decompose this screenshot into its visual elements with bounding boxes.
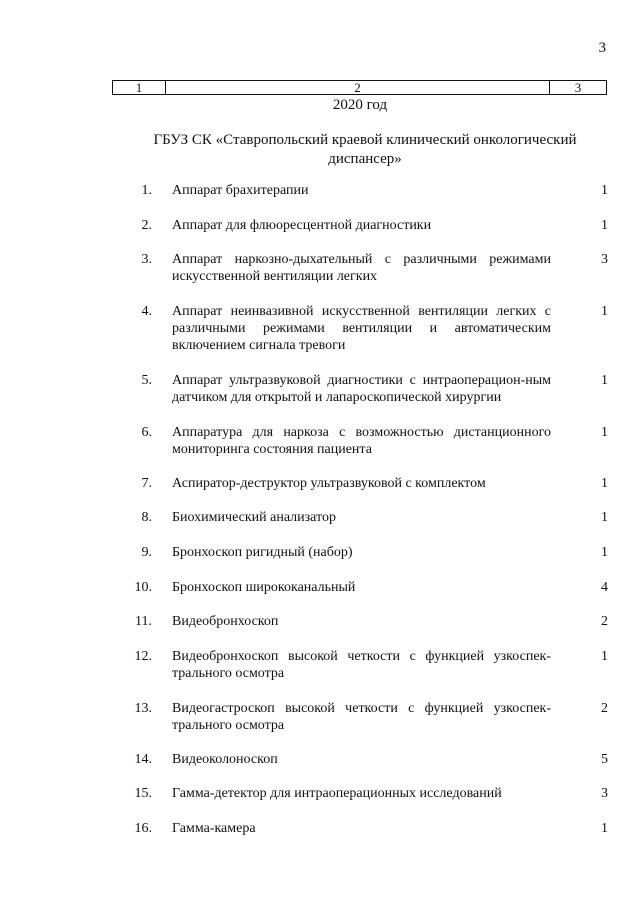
column-header-table — [112, 80, 607, 95]
item-name: Аппарат наркозно-дыхательный с различными режимами искусственной вентиляции легких — [172, 252, 551, 284]
item-number: 12. — [134, 649, 152, 664]
item-number: 1. — [141, 183, 152, 198]
item-quantity: 1 — [601, 304, 608, 319]
item-quantity: 3 — [601, 786, 608, 801]
item-quantity: 5 — [601, 752, 608, 767]
item-name: Видеогастроскоп высокой четкости с функцией узкоспек-трального осмотра — [172, 701, 551, 733]
item-name: Гамма-детектор для интраоперационных исследований — [172, 786, 502, 801]
item-number: 16. — [134, 821, 152, 836]
item-name: Аспиратор-деструктор ультразвуковой с комплектом — [172, 476, 486, 491]
item-name: Аппарат для флюоресцентной диагностики — [172, 218, 432, 233]
item-name: Бронхоскоп ригидный (набор) — [172, 545, 353, 560]
item-name: Биохимический анализатор — [172, 510, 336, 525]
item-name: Аппарат неинвазивной искусственной вентиляции легких с различными режимами вентиляции и автоматическим включением сигнала тревоги — [172, 304, 551, 353]
column-header-1: 1 — [113, 81, 166, 94]
item-number: 10. — [134, 580, 152, 595]
item-name: Бронхоскоп ширококанальный — [172, 580, 356, 595]
item-quantity: 1 — [601, 425, 608, 440]
item-quantity: 1 — [601, 649, 608, 664]
item-name: Видеобронхоскоп высокой четкости с функцией узкоспек-трального осмотра — [172, 649, 551, 681]
organization-title: ГБУЗ СК «Ставропольский краевой клинический онкологический диспансер» — [153, 132, 577, 167]
item-number: 4. — [141, 304, 152, 319]
item-quantity: 1 — [601, 821, 608, 836]
item-quantity: 1 — [601, 218, 608, 233]
item-number: 8. — [141, 510, 152, 525]
item-quantity: 2 — [601, 701, 608, 716]
item-name: Аппаратура для наркоза с возможностью дистанционного мониторинга состояния пациента — [172, 425, 551, 457]
page-number: 3 — [598, 40, 606, 56]
item-quantity: 1 — [601, 373, 608, 388]
item-number: 3. — [141, 252, 152, 267]
item-number: 7. — [141, 476, 152, 491]
item-name: Аппарат ультразвуковой диагностики с интраоперацион-ным датчиком для открытой и лапароскопической хирургии — [172, 373, 551, 405]
item-name: Видеобронхоскоп — [172, 614, 279, 629]
item-number: 2. — [141, 218, 152, 233]
year-heading: 2020 год — [332, 97, 388, 113]
item-quantity: 1 — [601, 545, 608, 560]
item-name: Видеоколоноскоп — [172, 752, 278, 767]
item-number: 9. — [141, 545, 152, 560]
item-quantity: 2 — [601, 614, 608, 629]
column-header-3: 3 — [574, 80, 582, 95]
item-name: Гамма-камера — [172, 821, 256, 836]
item-number: 5. — [141, 373, 152, 388]
item-quantity: 1 — [601, 510, 608, 525]
item-number: 11. — [135, 614, 152, 629]
item-number: 14. — [134, 752, 152, 767]
item-number: 6. — [141, 425, 152, 440]
item-quantity: 1 — [601, 476, 608, 491]
item-name: Аппарат брахитерапии — [172, 183, 309, 198]
column-header-2: 2 — [166, 81, 550, 94]
item-number: 13. — [134, 701, 152, 716]
item-quantity: 3 — [601, 252, 608, 267]
item-quantity: 4 — [601, 580, 608, 595]
item-number: 15. — [134, 786, 152, 801]
item-quantity: 1 — [601, 183, 608, 198]
